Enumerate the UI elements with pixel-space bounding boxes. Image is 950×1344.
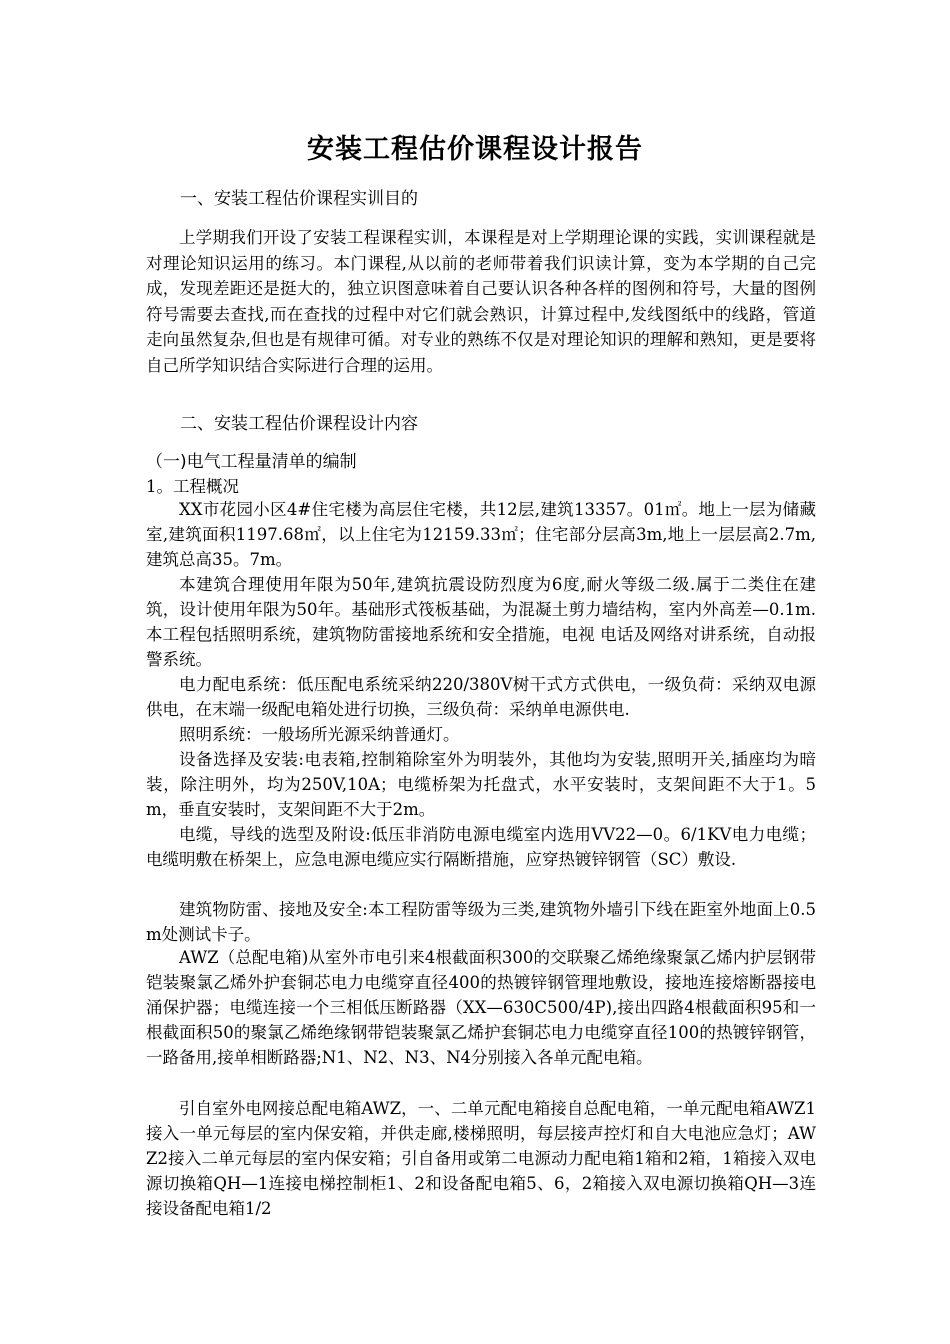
paragraph-cables: 电缆，导线的选型及附设:低压非消防电源电缆室内选用VV22—0。6/1KV电力电缆；电缆明敷在桥架上，应急电源电缆应实行隔断措施，应穿热镀锌钢管（SC）敷设. <box>146 825 816 869</box>
paragraph-structure: 本建筑合理使用年限为50年,建筑抗震设防烈度为6度,耐火等级二级.属于二类住在建筑，设计使用年限为50年。基础形式筏板基础，为混凝土剪力墙结构，室内外高差—0.1m.本工程包括照明系统，建筑物防雷接地系统和安全措施，电视 电话及网络对讲系统，自动报警系统。 <box>146 575 816 669</box>
paragraph-lighting: 照明系统：一般场所光源采纳普通灯。 <box>179 725 460 744</box>
paragraph-power-distribution: 电力配电系统：低压配电系统采纳220/380V树干式方式供电，一级负荷：采纳双电源供电，在末端一级配电箱处进行切换，三级负荷：采纳单电源供电. <box>146 675 816 719</box>
item-1-heading: 1。工程概况 <box>146 477 239 496</box>
paragraph-lightning-protection: 建筑物防雷、接地及安全:本工程防雷等级为三类,建筑物外墙引下线在距室外地面上0.5m处测试卡子。 <box>146 900 816 944</box>
section-2-heading: 二、安装工程估价课程设计内容 <box>180 414 418 434</box>
paragraph-unit-distribution: 引自室外电网接总配电箱AWZ，一、二单元配电箱接自总配电箱，一单元配电箱AWZ1接入一单元每层的室内保安箱，并供走廊,楼梯照明，每层接声控灯和自大电池应急灯；AWZ2接入二单元每层的室内保安箱；引自备用或第二电源动力配电箱1箱和2箱，1箱接入双电源切换箱QH—1连接电梯控制柜1、2和设备配电箱5、6，2箱接入双电源切换箱QH—3连接设备配电箱1/2 <box>146 1099 816 1218</box>
document-title: 安装工程估价课程设计报告 <box>307 134 643 165</box>
paragraph-overview: XX市花园小区4#住宅楼为高层住宅楼，共12层,建筑13357。01㎡。地上一层为储藏室,建筑面积1197.68㎡，以上住宅为12159.33㎡；住宅部分层高3m,地上一层层高2.7m,建筑总高35。7m。 <box>146 500 816 569</box>
subsection-heading: （一)电气工程量清单的编制 <box>146 452 357 472</box>
section-1-heading: 一、安装工程估价课程实训目的 <box>180 189 418 209</box>
section-1-paragraph: 上学期我们开设了安装工程课程实训，本课程是对上学期理论课的实践，实训课程就是对理论知识运用的练习。本门课程,从以前的老师带着我们识读计算，变为本学期的自己完成，发现差距还是挺大的，独立识图意味着自己要认识各种各样的图例和符号，大量的图例符号需要去查找,而在查找的过程中对它们就会熟识，计算过程中,发线图纸中的线路，管道走向虽然复杂,但也是有规律可循。对专业的熟练不仅是对理论知识的理解和熟知，更是要将自己所学知识结合实际进行合理的运用。 <box>146 228 816 375</box>
paragraph-main-distribution-box: AWZ（总配电箱)从室外市电引来4根截面积300的交联聚乙烯绝缘聚氯乙烯内护层钢带铠装聚氯乙烯外护套铜芯电力电缆穿直径400的热镀锌钢管理地敷设，接地连接熔断器接电涌保护器；电缆连接一个三相低压断路器（XX—630C500/4P),接出四路4根截面积95和一根截面积50的聚氯乙烯绝缘钢带铠装聚氯乙烯护套铜芯电力电缆穿直径100的热镀锌钢管，一路备用,接单相断路器;N1、N2、N3、N4分别接入各单元配电箱。 <box>146 948 816 1067</box>
paragraph-equipment: 设备选择及安装:电表箱,控制箱除室外为明装外，其他均为安装,照明开关,插座均为暗装，除注明外，均为250V,10A；电缆桥架为托盘式，水平安装时，支架间距不大于1。5m，垂直安装时，支架间距不大于2m。 <box>146 750 816 819</box>
